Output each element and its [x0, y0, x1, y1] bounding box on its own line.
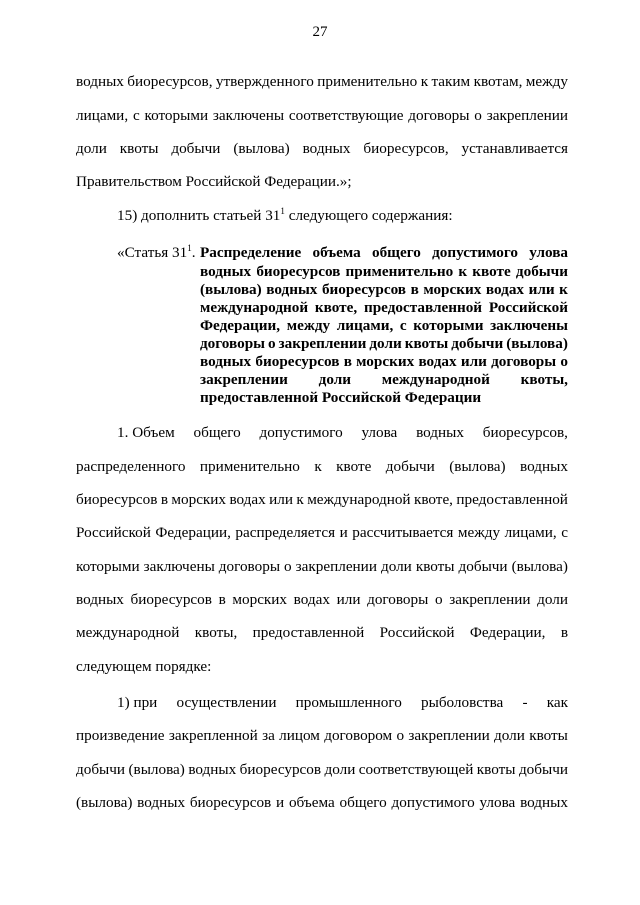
- word: водах: [229, 491, 266, 508]
- word: закреплении: [449, 591, 531, 608]
- word: (вылова): [200, 281, 262, 298]
- text-line: [76, 458, 568, 476]
- word: договоры: [218, 558, 281, 575]
- word: водных: [200, 263, 252, 280]
- word: (вылова): [511, 558, 568, 575]
- text-line: [76, 591, 568, 609]
- word: договоры: [200, 335, 266, 352]
- word: биоресурсов,: [363, 140, 449, 157]
- word: между: [525, 73, 568, 90]
- word: биоресурсов,: [127, 73, 213, 90]
- word: квоты: [415, 558, 455, 575]
- word: добычи: [515, 263, 568, 280]
- word: с: [561, 524, 568, 541]
- word: 1. Объем: [117, 424, 175, 441]
- word: произведение: [76, 727, 165, 744]
- word: квоты,: [194, 624, 238, 641]
- word: доли: [369, 335, 402, 352]
- word: водных: [76, 73, 124, 90]
- word: с: [399, 317, 407, 334]
- list-item-15: [117, 207, 453, 225]
- word: договором: [324, 727, 393, 744]
- text-line: Правительством Российской Федерации.»;: [76, 173, 352, 190]
- word: к: [458, 263, 468, 280]
- word: или: [269, 491, 293, 508]
- word: водных: [520, 794, 568, 811]
- word: морских: [423, 281, 482, 298]
- word: применительно: [199, 458, 300, 475]
- text-line: [76, 624, 568, 642]
- word: Российской: [379, 624, 455, 641]
- word: биоресурсов: [321, 281, 407, 298]
- word: общего: [193, 424, 241, 441]
- word: биоресурсов: [239, 761, 322, 778]
- word: доли: [76, 140, 107, 157]
- word: доли: [318, 371, 352, 388]
- word: Распределение: [200, 244, 302, 261]
- word: заключены: [212, 107, 285, 124]
- text-line: [76, 140, 568, 158]
- word: в: [160, 491, 168, 508]
- word: распределенного: [76, 458, 186, 475]
- word: морских: [356, 353, 415, 370]
- article-label: «Статья $31^1$.: [117, 242, 196, 261]
- word: заключены: [143, 558, 215, 575]
- word: доли: [537, 591, 568, 608]
- item15-prefix: 15) дополнить статьей 31: [117, 207, 281, 224]
- word: в: [410, 281, 419, 298]
- article-title-line: [200, 263, 568, 281]
- word: Российской: [76, 524, 151, 541]
- page-number: 27: [312, 24, 328, 40]
- word: общего: [339, 794, 387, 811]
- word: международной: [76, 624, 180, 641]
- word: предоставленной: [363, 299, 483, 316]
- word: водных: [520, 458, 568, 475]
- article-title-line: [200, 281, 568, 299]
- word: биоресурсов,: [482, 424, 568, 441]
- text-line: следующем порядке:: [76, 658, 212, 675]
- word: добычи: [385, 458, 435, 475]
- article-title-line: [200, 371, 568, 389]
- word: таким: [431, 73, 471, 90]
- word: между: [286, 317, 331, 334]
- word: о: [284, 558, 292, 575]
- word: или: [336, 591, 361, 608]
- word: водных: [200, 353, 252, 370]
- word: биоресурсов: [256, 263, 341, 280]
- word: предоставленной: [456, 491, 568, 508]
- word: как: [546, 694, 568, 711]
- word: 1) при: [117, 694, 158, 711]
- word: биоресурсов: [130, 591, 212, 608]
- word: распределяется: [235, 524, 336, 541]
- article-title-line: [200, 317, 568, 335]
- article-title-line: [200, 353, 568, 371]
- word: квоты: [404, 335, 449, 352]
- word: Федерации,: [200, 317, 281, 334]
- word: квоте,: [314, 299, 358, 316]
- word: осуществлении: [176, 694, 277, 711]
- word: международной: [200, 299, 309, 316]
- word: биоресурсов: [255, 353, 340, 370]
- word: морских: [171, 491, 227, 508]
- word: к: [559, 281, 568, 298]
- word: о: [267, 335, 276, 352]
- article-title-line: [200, 244, 568, 262]
- word: квоты,: [520, 371, 568, 388]
- word: утвержденного: [215, 73, 314, 90]
- word: водных: [76, 591, 124, 608]
- word: водах: [418, 353, 457, 370]
- word: доли: [380, 558, 412, 575]
- word: водных: [137, 794, 186, 811]
- word: квоты: [476, 761, 516, 778]
- word: улова: [529, 244, 568, 261]
- word: допустимого: [391, 794, 475, 811]
- word: квоте: [472, 263, 511, 280]
- word: добычи: [458, 558, 508, 575]
- word: промышленного: [295, 694, 402, 711]
- word: международной: [307, 491, 411, 508]
- word: соответствующие: [288, 107, 404, 124]
- word: лицами,: [504, 524, 557, 541]
- word: между: [457, 524, 501, 541]
- word: (вылова): [128, 761, 185, 778]
- word: закреплении: [278, 335, 367, 352]
- word: квоты: [529, 727, 568, 744]
- word: в: [218, 591, 226, 608]
- word: договоры: [408, 107, 470, 124]
- word: квоте,: [413, 491, 453, 508]
- word: или: [528, 281, 555, 298]
- word: Федерации,: [155, 524, 231, 541]
- word: биоресурсов: [189, 794, 272, 811]
- word: объема: [288, 794, 335, 811]
- word: (вылова): [76, 794, 133, 811]
- word: соответствующей: [358, 761, 474, 778]
- word: закреплении: [295, 558, 377, 575]
- word: к: [296, 491, 304, 508]
- word: водах: [293, 591, 330, 608]
- word: квотам,: [473, 73, 523, 90]
- word: добычи: [451, 335, 504, 352]
- text-line: [76, 73, 568, 91]
- word: о: [396, 727, 405, 744]
- word: (вылова): [233, 140, 290, 157]
- word: к: [420, 73, 429, 90]
- word: лицами,: [336, 317, 394, 334]
- word: в: [343, 353, 352, 370]
- word: заключены: [490, 317, 568, 334]
- word: лицами,: [76, 107, 129, 124]
- word: применительно: [345, 263, 454, 280]
- text-line: [76, 491, 568, 509]
- word: рыболовства: [421, 694, 504, 711]
- word: в: [560, 624, 568, 641]
- text-line: [76, 107, 568, 125]
- word: с: [132, 107, 140, 124]
- word: доли: [324, 761, 356, 778]
- word: допустимого: [259, 424, 343, 441]
- word: водных: [302, 140, 351, 157]
- word: которыми: [76, 558, 140, 575]
- word: к: [314, 458, 322, 475]
- word: Федерации,: [469, 624, 546, 641]
- item15-superscript: 1: [280, 205, 285, 216]
- word: предоставленной: [252, 624, 365, 641]
- text-line: [117, 424, 568, 442]
- word: добычи: [171, 140, 221, 157]
- word: биоресурсов: [76, 491, 158, 508]
- word: международной: [381, 371, 490, 388]
- word: водных: [266, 281, 318, 298]
- word: и: [339, 524, 348, 541]
- text-line: [76, 727, 568, 745]
- word: закреплении: [408, 727, 490, 744]
- text-line: [76, 761, 568, 779]
- article-title-line: [200, 335, 568, 353]
- word: водных: [188, 761, 237, 778]
- word: или: [460, 353, 487, 370]
- word: и: [276, 794, 285, 811]
- word: добычи: [76, 761, 126, 778]
- article-title-line: предоставленной Российской Федерации: [200, 389, 482, 406]
- word: лицом: [279, 727, 320, 744]
- word: добычи: [518, 761, 568, 778]
- text-line: [76, 558, 568, 576]
- word: применительно: [317, 73, 418, 90]
- word: квоты: [119, 140, 159, 157]
- word: квоте: [336, 458, 372, 475]
- word: Российской: [488, 299, 568, 316]
- text-line: [76, 794, 568, 812]
- text-line: [117, 694, 568, 712]
- word: (вылова): [506, 335, 568, 352]
- word: о: [474, 107, 482, 124]
- word: водных: [416, 424, 464, 441]
- word: о: [560, 353, 568, 370]
- item15-suffix: следующего содержания:: [284, 207, 453, 224]
- word: водах: [485, 281, 525, 298]
- word: которыми: [413, 317, 484, 334]
- word: рассчитывается: [352, 524, 454, 541]
- word: улова: [479, 794, 516, 811]
- word: улова: [361, 424, 398, 441]
- word: закрепленной: [168, 727, 258, 744]
- word: (вылова): [449, 458, 506, 475]
- text-line: [76, 524, 568, 542]
- word: договоры: [367, 591, 429, 608]
- word: о: [434, 591, 443, 608]
- word: устанавливается: [461, 140, 568, 157]
- word: закреплении: [486, 107, 568, 124]
- word: которыми: [144, 107, 209, 124]
- word: допустимого: [432, 244, 519, 261]
- article-title-line: [200, 299, 568, 317]
- word: -: [522, 694, 528, 711]
- word: доли: [494, 727, 525, 744]
- word: морских: [232, 591, 288, 608]
- article-label-superscript: 1: [187, 242, 192, 253]
- word: за: [262, 727, 275, 744]
- word: общего: [371, 244, 421, 261]
- word: договоры: [491, 353, 557, 370]
- word: закреплении: [200, 371, 288, 388]
- word: объема: [312, 244, 361, 261]
